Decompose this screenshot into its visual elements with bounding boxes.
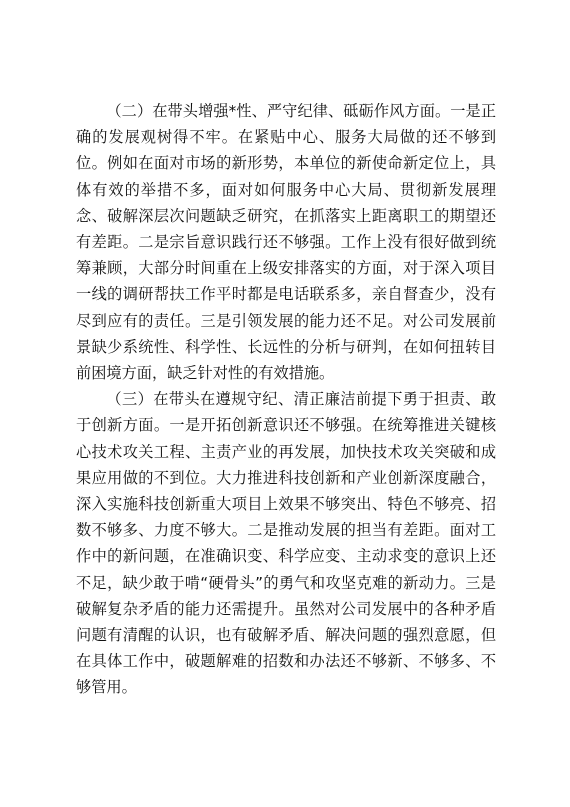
document-body	[76, 98, 496, 701]
paragraph-section-three: （三）在带头在遵规守纪、清正廉洁前提下勇于担责、敢于创新方面。一是开拓创新意识还不够强。在统筹推进关键核心技术攻关工程、主责产业的再发展，加快技术攻关突破和成果应用做的不到位。大力推进科技创新和产业创新深度融合，深入实施科技创新重大项目上效果不够突出、特色不够亮、招数不够多、力度不够大。二是推动发展的担当有差距。面对工作中的新问题，在准确识变、科学应变、主动求变的意识上还不足，缺少敢于啃“硬骨头”的勇气和攻坚克难的新动力。三是破解复杂矛盾的能力还需提升。虽然对公司发展中的各种矛盾问题有清醒的认识，也有破解矛盾、解决问题的强烈意愿，但在具体工作中，破题解难的招数和办法还不够新、不够多、不够管用。	[76, 390, 496, 697]
paragraph-section-two: （二）在带头增强*性、严守纪律、砥砺作风方面。一是正确的发展观树得不牢。在紧贴中心、服务大局做的还不够到位。例如在面对市场的新形势，本单位的新使命新定位上，具体有效的举措不多，面对如何服务中心大局、贯彻新发展理念、破解深层次问题缺乏研究，在抓落实上距离职工的期望还有差距。二是宗旨意识践行还不够强。工作上没有很好做到统筹兼顾，大部分时间重在上级安排落实的方面，对于深入项目一线的调研帮扶工作平时都是电话联系多，亲自督查少，没有尽到应有的责任。三是引领发展的能力还不足。对公司发展前景缺少系统性、科学性、长远性的分析与研判，在如何扭转目前困境方面，缺乏针对性的有效措施。	[76, 102, 496, 383]
